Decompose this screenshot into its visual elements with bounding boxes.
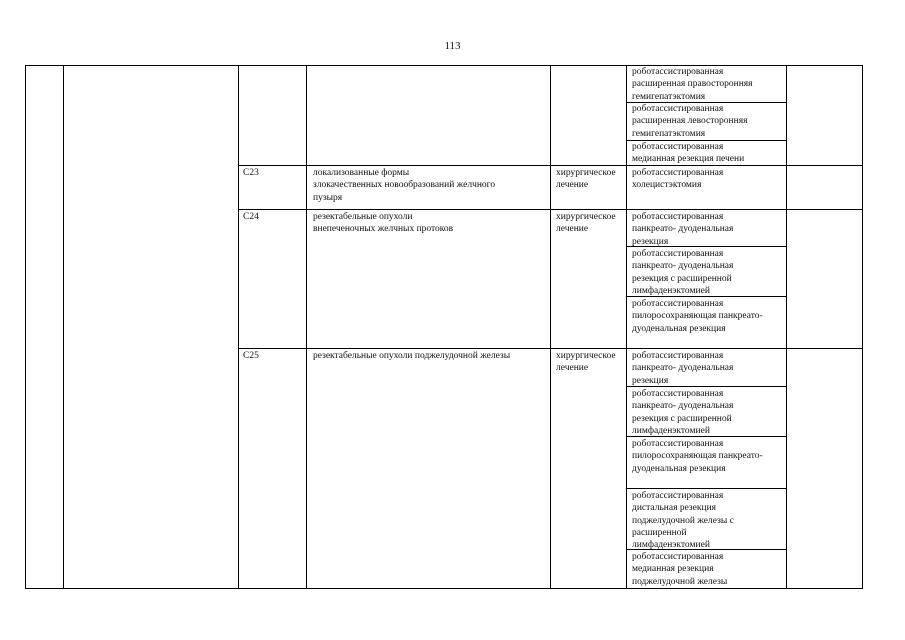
method-cell: роботассистированная медианная резекция поджелудочной железы (632, 552, 728, 587)
treatment-cell: хирургическое лечение (556, 351, 616, 374)
col-border (238, 65, 239, 589)
disease-cell: локализованные формы злокачественных новообразований желчного пузыря (313, 168, 496, 203)
col-border (786, 65, 787, 589)
method-cell: роботассистированная пилоросохраняющая панкреато- дуоденальная резекция (632, 439, 763, 474)
disease-cell: резектабельные опухоли поджелудочной железы (313, 351, 511, 361)
disease-cell: резектабельные опухоли внепеченочных желчных протоков (313, 212, 454, 235)
method-cell: роботассистированная дистальная резекция поджелудочной железы с расширенной лимфаденэктомией (632, 491, 734, 551)
col-border (626, 65, 627, 589)
method-separator (626, 488, 786, 489)
method-cell: роботассистированная расширенная правосторонняя гемигепатэктомия (632, 67, 753, 102)
code-cell: C24 (243, 212, 259, 222)
row-separator (238, 209, 863, 210)
treatment-cell: хирургическое лечение (556, 212, 616, 235)
method-cell: роботассистированная расширенная левосторонняя гемигепатэктомия (632, 104, 748, 139)
method-cell: роботассистированная медианная резекция печени (632, 142, 745, 165)
row-separator (238, 348, 863, 349)
treatment-cell: хирургическое лечение (556, 168, 616, 191)
method-cell: роботассистированная панкреато- дуоденальная резекция с расширенной лимфаденэктомией (632, 249, 734, 296)
page-number: 113 (444, 40, 461, 52)
col-border (550, 65, 551, 589)
method-cell: роботассистированная холецистэктомия (632, 168, 724, 191)
col-border (862, 65, 863, 589)
col-border (25, 65, 26, 589)
method-cell: роботассистированная пилоросохраняющая панкреато- дуоденальная резекция (632, 299, 763, 334)
code-cell: C23 (243, 168, 259, 178)
method-cell: роботассистированная панкреато- дуоденальная резекция с расширенной лимфаденэктомией (632, 389, 734, 436)
method-cell: роботассистированная панкреато- дуоденальная резекция (632, 212, 734, 247)
code-cell: C25 (243, 351, 259, 361)
col-border (306, 65, 307, 589)
table-bottom-border (25, 588, 863, 589)
col-border (63, 65, 64, 589)
method-cell: роботассистированная панкреато- дуоденальная резекция (632, 351, 734, 386)
